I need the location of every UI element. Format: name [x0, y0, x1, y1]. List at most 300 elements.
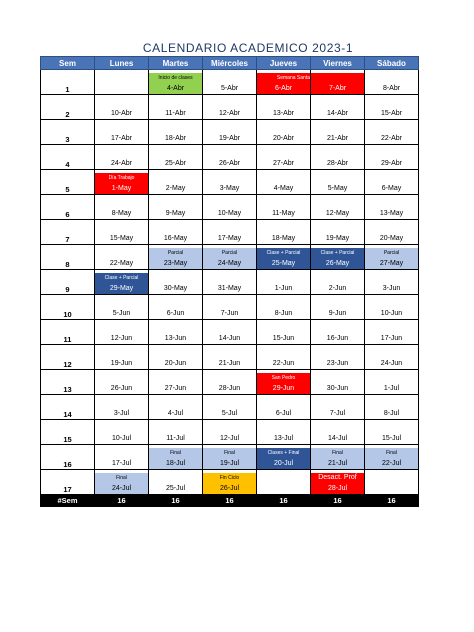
day-date: 17-Jun [380, 335, 403, 342]
day-cell [257, 345, 311, 370]
day-date: 22-Abr [380, 135, 402, 142]
day-cell [311, 270, 365, 295]
day-date: 20-Jul [257, 458, 310, 469]
day-cell [311, 220, 365, 245]
event-label [365, 348, 418, 358]
week-number: 11 [41, 320, 95, 345]
day-date: 1-Jun [274, 285, 293, 292]
event-label [95, 98, 148, 108]
week-row [41, 445, 419, 470]
day-cell [203, 320, 257, 345]
day-date: 26-May [311, 258, 364, 269]
event-label [95, 323, 148, 333]
day-date: 14-Jun [218, 335, 241, 342]
day-date: 6-Abr [257, 83, 310, 94]
event-label [95, 423, 148, 433]
day-date: 13-May [379, 210, 404, 217]
day-date: 29-Jun [257, 383, 310, 394]
day-cell [203, 245, 257, 270]
day-date: 7-Jul [329, 410, 346, 417]
event-label [311, 123, 364, 133]
day-cell [203, 370, 257, 395]
day-cell [365, 420, 419, 445]
event-label [203, 98, 256, 108]
day-cell [257, 320, 311, 345]
week-number: 12 [41, 345, 95, 370]
event-label [95, 148, 148, 158]
week-number: 8 [41, 245, 95, 270]
event-label [203, 123, 256, 133]
day-cell [203, 145, 257, 170]
day-date: 10-Abr [110, 110, 132, 117]
header-sem: Sem [41, 57, 95, 70]
day-date: 16-Jun [326, 335, 349, 342]
event-label [365, 123, 418, 133]
day-date: 24-May [203, 258, 256, 269]
day-cell [365, 220, 419, 245]
day-cell [149, 220, 203, 245]
event-label [257, 423, 310, 433]
day-date: 10-May [217, 210, 242, 217]
event-label [257, 473, 310, 483]
day-date: 10-Jul [111, 435, 132, 442]
week-number: 2 [41, 95, 95, 120]
event-label [203, 273, 256, 283]
week-number: 5 [41, 170, 95, 195]
header-lunes: Lunes [95, 57, 149, 70]
day-date: 21-Jul [311, 458, 364, 469]
event-label [95, 373, 148, 383]
day-cell [257, 470, 311, 495]
day-cell [203, 120, 257, 145]
day-date: 15-Jul [381, 435, 402, 442]
day-cell [203, 445, 257, 470]
event-label [149, 348, 202, 358]
day-date: 8-Jun [274, 310, 293, 317]
header-row [41, 57, 419, 70]
day-date: 23-Jun [326, 360, 349, 367]
day-cell [95, 195, 149, 220]
event-label [311, 198, 364, 208]
event-label [95, 448, 148, 458]
day-date: 24-Jun [380, 360, 403, 367]
week-row [41, 120, 419, 145]
day-cell [365, 345, 419, 370]
event-label [311, 423, 364, 433]
day-date: 15-Jun [272, 335, 295, 342]
day-cell [149, 120, 203, 145]
week-number: 14 [41, 395, 95, 420]
day-cell [95, 270, 149, 295]
event-label [95, 123, 148, 133]
day-cell [203, 220, 257, 245]
day-date: 27-Abr [272, 160, 294, 167]
day-date: 13-Jul [273, 435, 294, 442]
day-date [95, 83, 148, 94]
day-date: 14-Jul [327, 435, 348, 442]
calendar-table [40, 56, 419, 507]
day-date: 4-Abr [149, 83, 202, 94]
day-cell [149, 295, 203, 320]
day-cell [311, 470, 365, 495]
day-date: 23-May [149, 258, 202, 269]
day-cell [203, 395, 257, 420]
day-date: 3-May [219, 185, 240, 192]
event-label: Final [311, 448, 364, 458]
day-cell [365, 395, 419, 420]
day-date: 20-Jun [164, 360, 187, 367]
day-date: 12-Jun [110, 335, 133, 342]
event-label: Final [95, 473, 148, 483]
day-cell [365, 120, 419, 145]
day-cell [311, 170, 365, 195]
day-cell [203, 345, 257, 370]
day-date: 28-Jun [218, 385, 241, 392]
day-date: 30-Jun [326, 385, 349, 392]
event-label [365, 173, 418, 183]
footer-count: 16 [365, 495, 419, 507]
day-cell [365, 145, 419, 170]
day-cell [311, 295, 365, 320]
day-date: 8-Jul [383, 410, 400, 417]
day-date: 6-Jul [275, 410, 292, 417]
day-date: 27-May [365, 258, 418, 269]
event-label [365, 73, 418, 83]
day-cell [365, 320, 419, 345]
day-cell [257, 195, 311, 220]
day-date: 6-Jun [166, 310, 185, 317]
event-label [149, 173, 202, 183]
day-date: 25-Jul [165, 485, 186, 492]
event-label [203, 348, 256, 358]
event-label [203, 323, 256, 333]
footer-count: 16 [203, 495, 257, 507]
event-label: Día Trabajo [95, 173, 148, 183]
day-cell [203, 270, 257, 295]
footer-count: 16 [95, 495, 149, 507]
footer-row [41, 495, 419, 507]
event-label [203, 73, 256, 83]
day-date: 21-Jun [218, 360, 241, 367]
day-date: 27-Jun [164, 385, 187, 392]
day-cell [365, 370, 419, 395]
event-label [203, 298, 256, 308]
week-row [41, 270, 419, 295]
day-date: 17-Jul [111, 460, 132, 467]
day-date: 26-Jun [110, 385, 133, 392]
day-date: 22-Jul [365, 458, 418, 469]
event-label [95, 198, 148, 208]
event-label [203, 223, 256, 233]
day-cell [203, 470, 257, 495]
day-date: 31-May [217, 285, 242, 292]
event-label [365, 273, 418, 283]
week-row [41, 170, 419, 195]
week-number: 1 [41, 70, 95, 95]
event-label [365, 398, 418, 408]
day-date: 19-Jul [203, 458, 256, 469]
day-cell [95, 170, 149, 195]
day-date: 25-May [257, 258, 310, 269]
week-number: 3 [41, 120, 95, 145]
week-row [41, 320, 419, 345]
event-label [257, 398, 310, 408]
week-row [41, 470, 419, 495]
day-cell [311, 420, 365, 445]
day-cell [149, 270, 203, 295]
day-cell [149, 445, 203, 470]
day-cell [149, 345, 203, 370]
event-label [257, 198, 310, 208]
day-cell [149, 195, 203, 220]
day-date: 18-Abr [164, 135, 186, 142]
day-date: 13-Jun [164, 335, 187, 342]
day-cell [95, 370, 149, 395]
day-date: 17-Abr [110, 135, 132, 142]
day-date: 1-Jul [383, 385, 400, 392]
week-number: 6 [41, 195, 95, 220]
event-label [95, 298, 148, 308]
day-date: 30-May [163, 285, 188, 292]
footer-count: 16 [149, 495, 203, 507]
day-date: 26-Abr [218, 160, 240, 167]
event-label [149, 298, 202, 308]
event-label [95, 73, 148, 83]
event-label [365, 298, 418, 308]
week-number: 7 [41, 220, 95, 245]
event-label [95, 223, 148, 233]
event-label [203, 148, 256, 158]
event-label [257, 98, 310, 108]
day-date: 18-May [271, 235, 296, 242]
week-row [41, 245, 419, 270]
event-label [311, 398, 364, 408]
event-label: Parcial [365, 248, 418, 258]
day-date: 15-Abr [380, 110, 402, 117]
day-cell [257, 270, 311, 295]
event-label: Final [203, 448, 256, 458]
event-label [365, 323, 418, 333]
event-label [257, 323, 310, 333]
event-label [95, 248, 148, 258]
event-label: Clases + Final [257, 448, 310, 458]
day-cell [311, 445, 365, 470]
day-cell [95, 145, 149, 170]
day-cell [257, 445, 311, 470]
day-date: 24-Jul [95, 483, 148, 494]
header-viernes: Viernes [311, 57, 365, 70]
event-label [257, 298, 310, 308]
day-cell [149, 70, 203, 95]
event-label: Fin Ciclo [203, 473, 256, 483]
event-label [365, 473, 418, 483]
week-number: 17 [41, 470, 95, 495]
day-cell [257, 95, 311, 120]
event-label [203, 373, 256, 383]
event-label [365, 373, 418, 383]
week-row [41, 220, 419, 245]
day-cell [365, 245, 419, 270]
day-date: 19-May [325, 235, 350, 242]
day-date: 12-Jul [219, 435, 240, 442]
header-miercoles: Miércoles [203, 57, 257, 70]
week-row [41, 420, 419, 445]
event-label [311, 73, 364, 83]
day-date: 22-May [109, 260, 134, 267]
day-cell [365, 270, 419, 295]
day-cell [365, 170, 419, 195]
week-number: 15 [41, 420, 95, 445]
day-cell [95, 220, 149, 245]
day-cell [95, 445, 149, 470]
day-cell [311, 145, 365, 170]
day-date: 11-Abr [165, 110, 186, 117]
day-cell [95, 295, 149, 320]
event-label [149, 273, 202, 283]
footer-count: 16 [311, 495, 365, 507]
day-date: 4-May [273, 185, 294, 192]
day-cell [257, 370, 311, 395]
event-label: Clase + Parcial [311, 248, 364, 258]
day-cell [311, 370, 365, 395]
day-cell [257, 395, 311, 420]
day-cell [95, 320, 149, 345]
event-label: Semana Santa [257, 73, 310, 83]
day-date: 12-Abr [218, 110, 240, 117]
event-label [149, 473, 202, 483]
day-cell [95, 120, 149, 145]
day-cell [257, 145, 311, 170]
event-label: Parcial [149, 248, 202, 258]
day-date: 2-Jun [328, 285, 347, 292]
event-label: Desact. Prof [311, 473, 364, 483]
day-date: 19-Jun [110, 360, 133, 367]
event-label [365, 423, 418, 433]
week-row [41, 145, 419, 170]
week-number: 10 [41, 295, 95, 320]
event-label [149, 148, 202, 158]
day-date: 17-May [217, 235, 242, 242]
day-cell [149, 420, 203, 445]
day-cell [203, 70, 257, 95]
event-label [311, 98, 364, 108]
day-date: 13-Abr [272, 110, 294, 117]
day-cell [311, 95, 365, 120]
day-cell [203, 420, 257, 445]
day-cell [365, 470, 419, 495]
day-cell [311, 395, 365, 420]
footer-count: 16 [257, 495, 311, 507]
day-date: 29-May [95, 283, 148, 294]
day-cell [149, 470, 203, 495]
day-date: 26-Jul [203, 483, 256, 494]
day-date: 20-May [379, 235, 404, 242]
day-cell [257, 70, 311, 95]
event-label [149, 373, 202, 383]
day-cell [95, 70, 149, 95]
event-label [311, 273, 364, 283]
day-date: 18-Jul [149, 458, 202, 469]
day-cell [365, 445, 419, 470]
day-cell [149, 145, 203, 170]
day-date: 3-Jun [382, 285, 401, 292]
event-label [311, 323, 364, 333]
event-label [311, 173, 364, 183]
day-cell [203, 295, 257, 320]
day-date: 14-Abr [326, 110, 348, 117]
event-label [149, 198, 202, 208]
day-cell [149, 320, 203, 345]
event-label [149, 98, 202, 108]
day-date: 9-Jun [328, 310, 347, 317]
day-cell [95, 245, 149, 270]
day-cell [311, 120, 365, 145]
day-date: 24-Abr [110, 160, 132, 167]
day-date: 8-Abr [382, 85, 401, 92]
day-cell [149, 370, 203, 395]
day-date: 9-May [165, 210, 186, 217]
day-cell [203, 195, 257, 220]
week-row [41, 395, 419, 420]
event-label [311, 223, 364, 233]
day-cell [365, 95, 419, 120]
day-cell [257, 245, 311, 270]
event-label [311, 348, 364, 358]
day-cell [149, 395, 203, 420]
day-date: 2-May [165, 185, 186, 192]
header-sabado: Sábado [365, 57, 419, 70]
event-label [311, 298, 364, 308]
day-date: 8-May [111, 210, 132, 217]
event-label [95, 348, 148, 358]
day-cell [95, 345, 149, 370]
day-date [257, 483, 310, 494]
day-date: 25-Abr [164, 160, 186, 167]
day-date: 16-May [163, 235, 188, 242]
day-cell [149, 245, 203, 270]
week-number: 13 [41, 370, 95, 395]
header-martes: Martes [149, 57, 203, 70]
day-cell [257, 220, 311, 245]
event-label [311, 373, 364, 383]
day-cell [95, 95, 149, 120]
event-label [149, 398, 202, 408]
event-label [203, 398, 256, 408]
day-date: 6-May [381, 185, 402, 192]
event-label [365, 223, 418, 233]
event-label [257, 173, 310, 183]
day-cell [203, 170, 257, 195]
week-row [41, 370, 419, 395]
week-row [41, 70, 419, 95]
event-label [257, 348, 310, 358]
day-cell [311, 245, 365, 270]
event-label [95, 398, 148, 408]
header-jueves: Jueves [257, 57, 311, 70]
event-label [257, 123, 310, 133]
week-number: 16 [41, 445, 95, 470]
event-label: Final [365, 448, 418, 458]
week-row [41, 95, 419, 120]
week-row [41, 195, 419, 220]
day-date: 7-Jun [220, 310, 239, 317]
day-cell [95, 470, 149, 495]
day-cell [257, 295, 311, 320]
day-cell [311, 195, 365, 220]
day-cell [257, 170, 311, 195]
calendar-title: CALENDARIO ACADEMICO 2023-1 [142, 41, 354, 55]
day-date: 20-Abr [272, 135, 294, 142]
